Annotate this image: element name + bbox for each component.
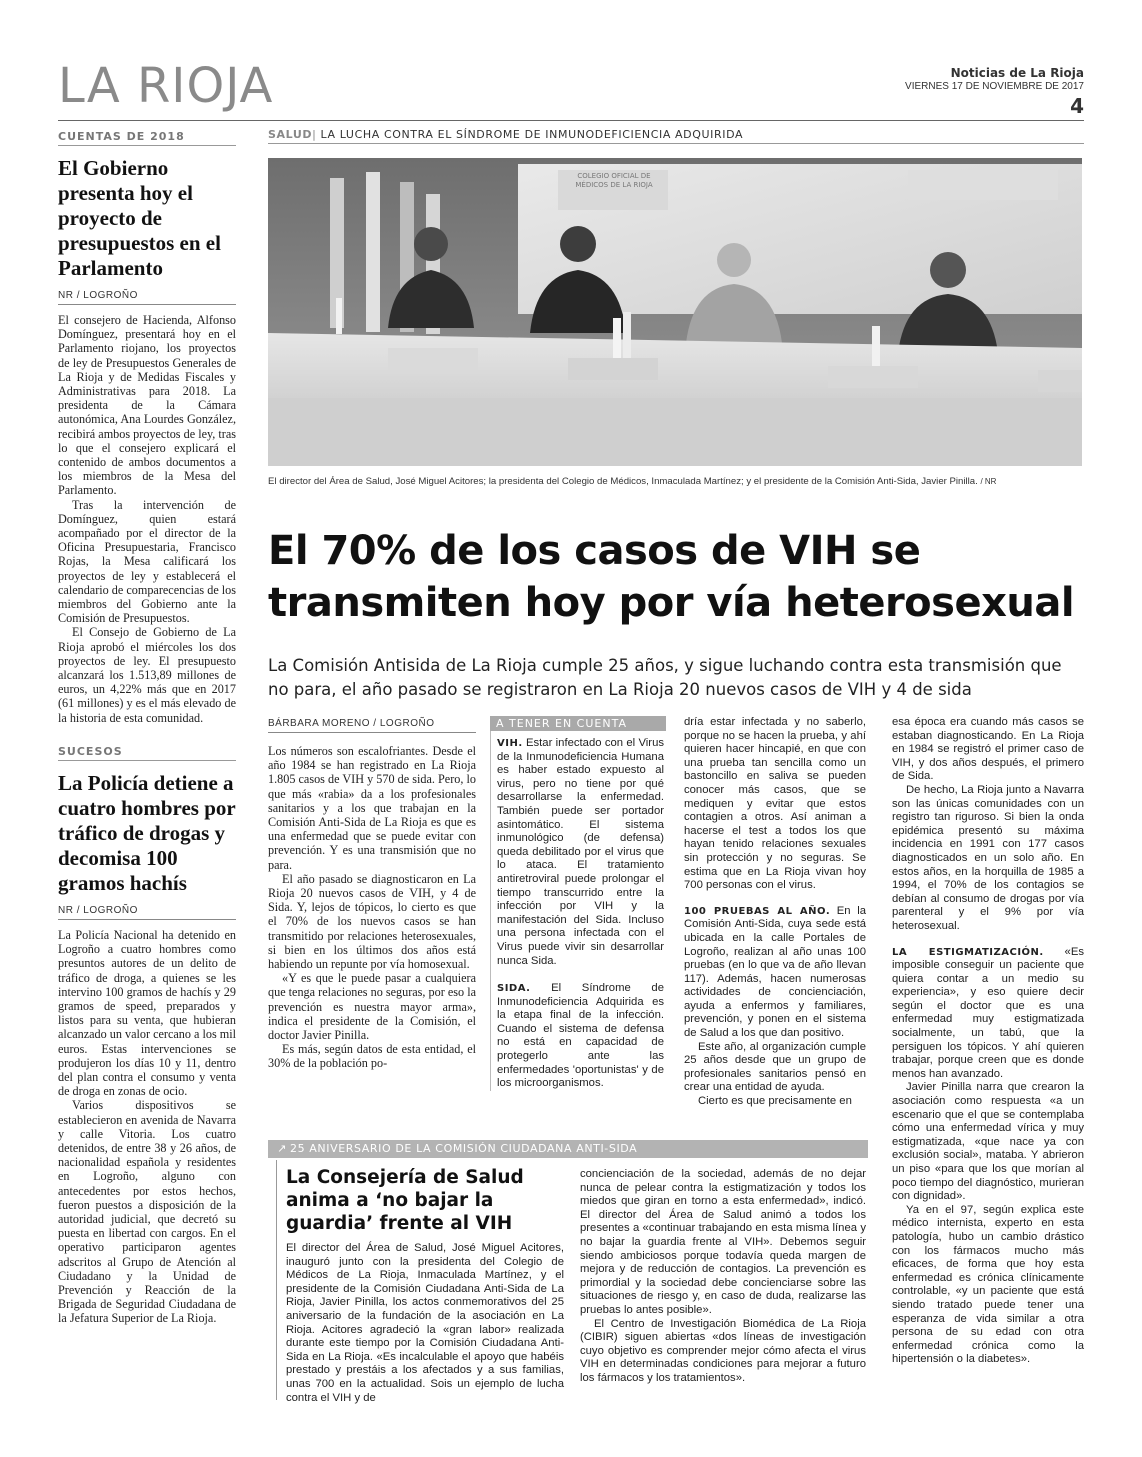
info-item-lead: SIDA. <box>497 983 531 995</box>
info-item-vih <box>497 737 664 968</box>
paragraph: La Policía Nacional ha detenido en Logroño a cuatro hombres como presuntos autores de un delito de tráfico de droga, a quienes se les intervino 100 gramos de hachís y 29 gramos de speed, preparados y listos para su venta, que hubieran alcanzado un valor cercano a los mil euros. Estas intervenciones se produjeron los días 10 y 11, dentro del plan contra el consumo y venta de droga en zonas de ocio. <box>58 927 236 1099</box>
sidebar <box>58 130 236 1326</box>
info-item-text: Estar infectado con el Virus de la Inmunodeficiencia Humana es haber estado expuesto al virus, pero no tiene por qué desarrollarse la enfermedad. También puede ser portador asintomático. El sistema inmunológico (de defensa) queda debilitado por el virus que lo ataca. El tratamiento antiretroviral puede prolongar el tiempo transcurrido entre la infección por VIH y la manifestación del Sida. Incluso una persona infectada con el Virus puede vivir sin desarrollar nunca Sida. <box>497 737 665 967</box>
photo-caption <box>268 476 1082 487</box>
info-box-body <box>490 731 666 1091</box>
paragraph: De hecho, La Rioja junto a Navarra son las únicas comunidades con un registro tan riguroso. Si bien la onda epidémica presentó su máxima incidencia en 1991 con 177 casos diagnosticados en un solo año. En estos años, en la horquilla de 1985 a 1994, el 70% de los contagios se debían al consumo de drogas por vía parenteral y el 9% por vía heterosexual. <box>892 783 1084 932</box>
paragraph: El año pasado se diagnosticaron en La Rioja 20 nuevos casos de VIH, y 4 de Sida. Y, lejos de tópicos, lo cierto es que el 70% de los nuevos casos se han transmitido por relaciones heterosexuales, si bien en los últimos dos años está habiendo un repunte por vía homosexual. <box>268 871 476 972</box>
page-number: 4 <box>1070 94 1084 118</box>
paragraph <box>684 905 866 1041</box>
sidebar-kicker-cuentas: CUENTAS DE 2018 <box>58 130 236 146</box>
section-title: LA RIOJA <box>58 58 274 114</box>
paragraph: Cierto es que precisamente en <box>698 1095 852 1108</box>
paragraph: Ya en el 97, según explica este médico internista, experto en esta patología, hubo un cambio drástico con los fármacos mucho más eficaces, de forma que hoy esta enfermedad es crónica clínicamente controlable, «y un paciente que está siendo tratado puede tener una esperanza de vida similar a otra persona de su edad con otra enfermedad crónica como la hipertensión o la diabetes». <box>892 1203 1084 1366</box>
anniversary-headline: La Consejería de Salud anima a ‘no bajar la guardia’ frente al VIH <box>286 1167 524 1234</box>
main-column-3 <box>684 716 866 1109</box>
sidebar-kicker-sucesos: SUCESOS <box>58 745 236 761</box>
main-column-4 <box>892 716 1084 1367</box>
info-box-title: A TENER EN CUENTA <box>490 716 666 731</box>
main-kicker <box>268 128 1084 144</box>
paragraph: concienciación de la sociedad, además de no dejar nunca de pelear contra la estigmatización y todos los miedos que giran en torno a esta enfermedad», indicó. El director del Área de Salud animó a todos los presentes a «continuar trabajando en esta misma línea y no bajar la guardia frente al VIH». Debemos seguir siendo ambiciosos porque todavía queda margen de mejora y de reducción de contagios. La prevención es primordial y la sociedad debe concienciarse sobre las situaciones de riesgo y, en caso de duda, realizarse las pruebas lo antes posible». <box>580 1168 866 1316</box>
trend-icon: ↗ <box>277 1142 287 1155</box>
paragraph: Este año, al organización cumple 25 años desde que un grupo de profesionales sanitarios pensó en crear una entidad de ayuda. <box>684 1040 866 1094</box>
anniversary-bar <box>268 1140 868 1158</box>
sidebar-headline-presupuestos: El Gobierno presenta hoy el proyecto de presupuestos en el Parlamento <box>58 156 221 280</box>
masthead-rule <box>58 120 1084 121</box>
kicker-topic: LA LUCHA CONTRA EL SÍNDROME DE INMUNODEFICIENCIA ADQUIRIDA <box>320 128 744 141</box>
paragraph-text: «Es imposible conseguir un paciente que quiera contar a un medio su experiencia», y eso quiere decir según el doctor que es una enfermedad muy estigmatizada socialmente, un tabú, que la persiguen los tópicos. Y ahí quieren trabajar, porque creen que es donde menos han avanzado. <box>892 945 1084 1080</box>
caption-credit: / NR <box>980 477 997 486</box>
anniversary-bar-label: 25 ANIVERSARIO DE LA COMISIÓN CIUDADANA ANTI-SIDA <box>290 1142 638 1155</box>
publication-name: Noticias de La Rioja <box>950 66 1084 80</box>
paragraph-lead: 100 PRUEBAS AL AÑO. <box>684 905 831 917</box>
info-item-sida <box>497 982 664 1091</box>
photo-illustration <box>268 158 1082 466</box>
paragraph: Los números son escalofriantes. Desde el año 1984 se han registrado en La Rioja 1.805 casos de VIH y 570 de sida. Pero, lo que más «rabia» da a los profesionales sanitarios y a los que trabajan en la Comisión Anti-Sida de La Rioja es que es una enfermedad que se puede evitar con prevención. Y es una transmisión que no para. <box>268 744 476 872</box>
sidebar-byline-1: NR / LOGROÑO <box>58 290 236 305</box>
paragraph: Es más, según datos de esta entidad, el 30% de la población po- <box>268 1042 476 1071</box>
info-item-text: El Síndrome de Inmunodeficiencia Adquirida es la etapa final de la infección. Cuando el sistema de defensa no está en capacidad de protegerlo ante las enfermedades 'oportunistas' y de los microorganismos. <box>497 982 664 1090</box>
main-column-1 <box>268 744 476 1071</box>
sidebar-story-1-body <box>58 313 236 725</box>
anniversary-column-1 <box>286 1242 564 1405</box>
paragraph: Varios dispositivos se establecieron en avenida de Navarra y calle Vitoria. Los cuatro detenidos, de entre 38 y 26 años, de nacionalidad española y residentes en Logroño, alguno con antecedentes por estos hechos, fueron puestos a disposición de la autoridad judicial, que decretó su puesta en libertad con cargos. En el operativo participaron agentes adscritos al Grupo de Atención al Ciudadano y la Unidad de Prevención y Reacción de la Brigada de Seguridad Ciudadana de la Jefatura Superior de La Rioja. <box>58 1098 236 1326</box>
sidebar-headline-policia: La Policía detiene a cuatro hombres por tráfico de drogas y decomisa 100 gramos hachís <box>58 770 236 895</box>
anniversary-left-rule <box>276 1160 277 1400</box>
paragraph: Javier Pinilla narra que crearon la asociación como respuesta «a un escenario que el que se contemplaba cómo una enfermedad vírica y muy estigmatizada, «que nace ya con exclusión social», mataba. Y abrieron un piso «para que los que morían al poco tiempo del diagnóstico, murieran con dignidad». <box>892 1081 1084 1203</box>
paragraph: dría estar infectada y no saberlo, porque no se hacen la prueba, y ahí quieren hacer hincapié, en que con una prueba tan sencilla como un bastoncillo en saliva se pueden conocer más casos, que se mediquen y evitar que estos contagien a otros. Así animan a hacerse el test a todos los que hayan tenido relaciones sexuales sin protección y no seguras. Se estima que en La Rioja vivan hoy 700 personas con el virus. <box>684 716 866 892</box>
paragraph: El Consejo de Gobierno de La Rioja aprobó el miércoles los dos proyectos de ley. El presupuesto alcanzará los 1.513,89 millones de euros, un 4,22% más que en 2017 (61 millones) y es el más elevado de la historia de esta comunidad. <box>58 625 236 725</box>
kicker-separator: | <box>312 128 321 141</box>
paragraph-text: En la Comisión Anti-Sida, cuya sede está ubicada en la calle Portales de Logroño, realizan al año unas 100 pruebas (en lo que va de año llevan 117). Además, hacen numerosas actividades de concienciación, ayuda a enfermos y familiares, prevención, y ponen en el sistema de Salud a los que dan positivo. <box>684 904 867 1040</box>
info-box <box>490 716 666 1091</box>
paragraph: El Centro de Investigación Biomédica de La Rioja (CIBIR) siguen abiertas «dos líneas de investigación cuyo objetivo es comprender mejor cómo afecta el virus VIH en determinadas condiciones para mejorar a futuro los fármacos y los tratamientos». <box>580 1317 866 1384</box>
anniversary-column-2 <box>580 1168 866 1386</box>
paragraph: esa época era cuando más casos se estaban diagnosticando. En La Rioja en 1984 se registró el primer caso de VIH, y dos años después, el primero de Sida. <box>892 716 1084 783</box>
paragraph: El consejero de Hacienda, Alfonso Domínguez, presentará hoy en el Parlamento riojano, los proyectos de ley de Presupuestos Generales de La Rioja y de Medidas Fiscales y Administrativas para 2018. La presidenta de la Cámara autonómica, Ana Lourdes González, recibirá ambos proyectos de ley, tras lo que el consejero explicará el contenido de ambos documentos a los miembros de la Mesa del Parlamento. <box>58 313 236 498</box>
main-subhead: La Comisión Antisida de La Rioja cumple 25 años, y sigue luchando contra esta transmisión que no para, el año pasado se registraron en La Rioja 20 nuevos casos de VIH y 4 de sida <box>268 656 1062 699</box>
main-headline: El 70% de los casos de VIH se transmiten hoy por vía heterosexual <box>268 528 1075 626</box>
publication-date: VIERNES 17 DE NOVIEMBRE DE 2017 <box>905 81 1084 92</box>
photo-backdrop-text: COLEGIO OFICIAL DE MÉDICOS DE LA RIOJA <box>575 172 653 189</box>
main-byline: BÁRBARA MORENO / LOGROÑO <box>268 718 476 733</box>
info-item-lead: VIH. <box>497 738 523 749</box>
sidebar-byline-2: NR / LOGROÑO <box>58 905 236 920</box>
paragraph-lead: LA ESTIGMATIZACIÓN. <box>892 946 1044 958</box>
kicker-section: SALUD <box>268 128 313 141</box>
sidebar-story-2-body <box>58 928 236 1326</box>
main-photo <box>268 158 1082 466</box>
paragraph <box>892 946 1084 1082</box>
paragraph: «Y es que le puede pasar a cualquiera que tenga relaciones no seguras, por eso la prevención es nuestra mayor arma», indica el presidente de la Comisión, el doctor Javier Pinilla. <box>268 971 476 1043</box>
paragraph: Tras la intervención de Domínguez, quien estará acompañado por el director de la Oficina Presupuestaria, Francisco Rojas, la Mesa calificará los proyectos de ley y establecerá el calendario de comparecencias de los miembros del Gobierno ante la Comisión de Presupuestos. <box>58 497 236 626</box>
caption-text: El director del Área de Salud, José Miguel Acitores; la presidenta del Colegio de Médicos, Inmaculada Martínez; y el presidente de la Comisión Anti-Sida, Javier Pinilla. <box>268 476 978 487</box>
paragraph: El director del Área de Salud, José Miguel Acitores, inauguró junto con la presidenta del Colegio de Médicos de La Rioja, Inmaculada Martínez, y el presidente de la Comisión Ciudadana Anti-Sida de La Rioja, Javier Pinilla, los actos conmemorativos del 25 aniversario de la fundación de la asociación en La Rioja. Acitores agradeció la «gran labor» realizada durante este tiempo por la Comisión Ciudadana Anti-Sida en La Rioja. «Es incalculable el apoyo que habéis prestado y prestáis a los afectados y a sus familias, unas 700 en la actualidad. Sois un ejemplo de lucha contra el VIH y de <box>286 1242 564 1404</box>
